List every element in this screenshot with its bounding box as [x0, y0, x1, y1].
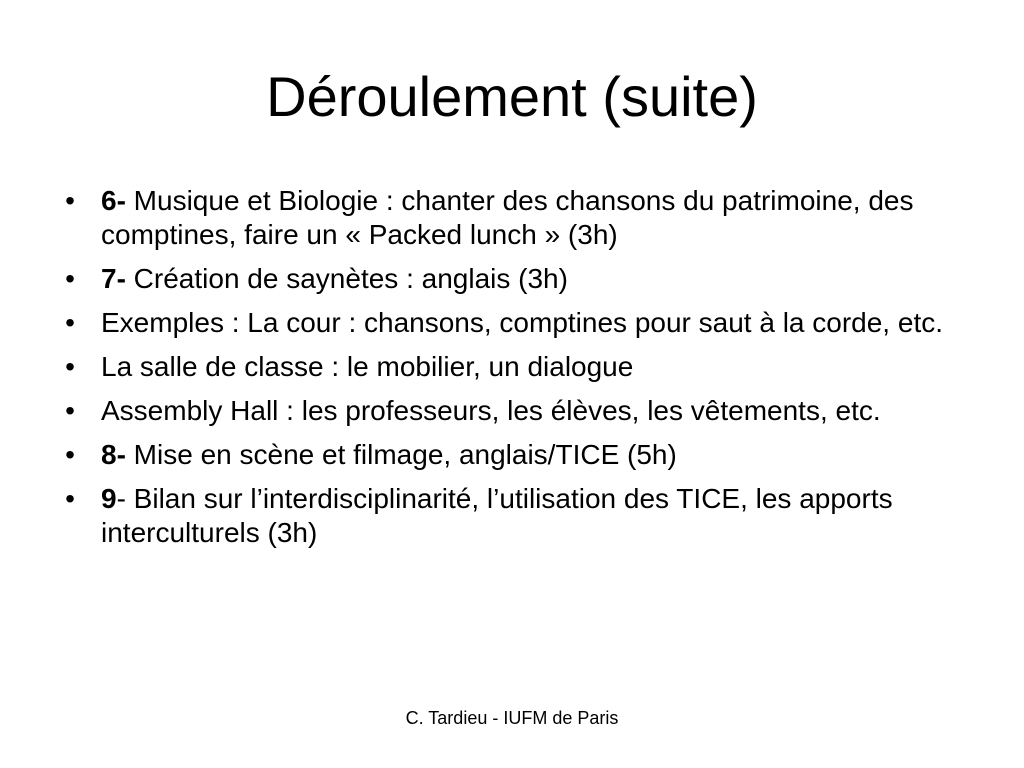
bullet-text: - Bilan sur l’interdisciplinarité, l’utilisation des TICE, les apports interculturels (3h) — [101, 483, 893, 548]
bullet-text: Musique et Biologie : chanter des chansons du patrimoine, des comptines, faire un « Packed lunch » (3h) — [101, 185, 914, 250]
bullet-icon: • — [65, 439, 75, 470]
bullet-icon: • — [65, 483, 75, 514]
bullet-item-9 — [60, 482, 970, 550]
bullet-list — [60, 184, 970, 560]
bullet-number: 6- — [101, 185, 126, 216]
bullet-text: Assembly Hall : les professeurs, les élèves, les vêtements, etc. — [101, 395, 881, 426]
slide-footer: C. Tardieu - IUFM de Paris — [405, 708, 619, 728]
bullet-text: Création de saynètes : anglais (3h) — [125, 263, 568, 294]
bullet-item-7 — [60, 262, 970, 296]
bullet-icon: • — [65, 307, 75, 338]
bullet-icon: • — [65, 185, 75, 216]
bullet-number: 9 — [101, 483, 117, 514]
bullet-text: Mise en scène et filmage, anglais/TICE (5h) — [125, 439, 677, 470]
bullet-text: Exemples : La cour : chansons, comptines pour saut à la corde, etc. — [101, 307, 943, 338]
bullet-icon: • — [65, 395, 75, 426]
bullet-item-8 — [60, 438, 970, 472]
bullet-number: 7- — [101, 263, 126, 294]
bullet-text: La salle de classe : le mobilier, un dialogue — [101, 351, 634, 382]
slide-title: Déroulement (suite) — [266, 65, 758, 128]
bullet-icon: • — [65, 263, 75, 294]
bullet-item-salle-de-classe — [60, 350, 970, 384]
bullet-item-exemples — [60, 306, 970, 340]
bullet-number: 8- — [101, 439, 126, 470]
bullet-icon: • — [65, 351, 75, 382]
bullet-item-6 — [60, 184, 970, 252]
bullet-item-assembly-hall — [60, 394, 970, 428]
